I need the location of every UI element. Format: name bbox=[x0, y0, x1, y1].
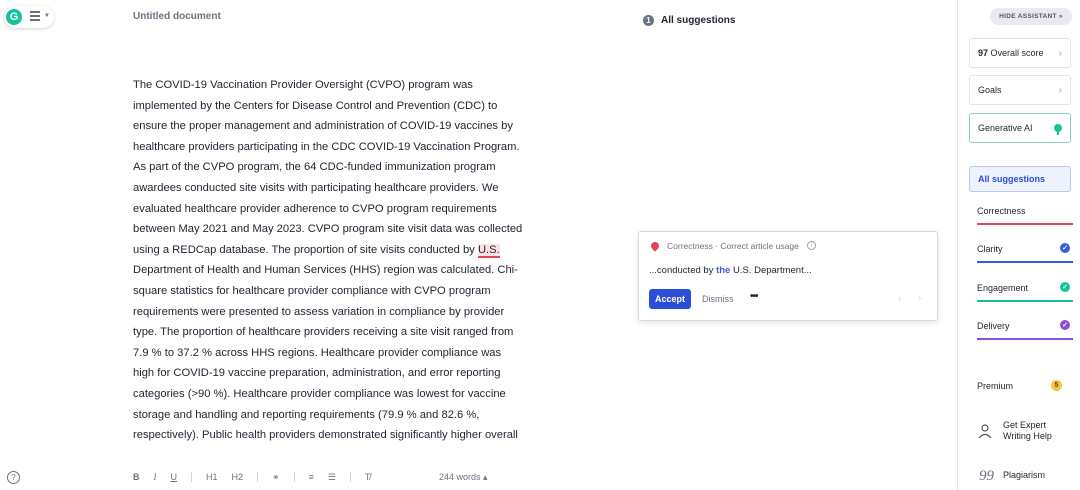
generative-ai-label: Generative AI bbox=[978, 123, 1033, 133]
all-suggestions-label: All suggestions bbox=[978, 174, 1046, 184]
category-label: Correctness bbox=[977, 206, 1026, 216]
suggestion-preview bbox=[649, 265, 812, 276]
lightbulb-icon bbox=[1054, 124, 1062, 132]
suggestion-count-badge: 1 bbox=[643, 15, 654, 26]
chevron-right-icon: › bbox=[1058, 47, 1062, 59]
info-icon[interactable]: i bbox=[807, 241, 816, 250]
toolbar-divider bbox=[191, 472, 192, 482]
highlighted-issue[interactable]: U.S. bbox=[477, 243, 500, 256]
category-clarity[interactable] bbox=[977, 241, 1073, 263]
overall-score-button[interactable] bbox=[969, 38, 1071, 68]
quote-icon: 99 bbox=[979, 468, 994, 484]
toolbar-divider bbox=[294, 472, 295, 482]
generative-ai-button[interactable] bbox=[969, 113, 1071, 143]
goals-label: Goals bbox=[978, 85, 1002, 95]
document-text-after: Department of Health and Human Services (HHS) region was calculated. Chi-square statistics for healthcare provider compliance with CVPO program requirements were presented to assess variation in compliance by provider type. The proportion of healthcare providers receiving a site visit ranged from 7.9 % to 37.2 % across HHS regions. Healthcare provider compliance was high for COVID-19 vaccine preparation, administration, and error reporting categories (>90 %). Healthcare provider compliance was lowest for vaccine storage and handling and reporting requirements (79.9 % and 82.6 %, respectively). Public health providers demonstrated significantly higher overall bbox=[133, 264, 518, 442]
preview-insertion: the bbox=[716, 265, 731, 276]
expert-label-line2: Writing Help bbox=[1003, 431, 1052, 441]
hide-assistant-button[interactable]: HIDE ASSISTANT » bbox=[990, 8, 1072, 25]
category-bar bbox=[977, 223, 1073, 225]
dismiss-button[interactable]: Dismiss bbox=[702, 294, 734, 304]
underline-button[interactable]: U bbox=[170, 472, 177, 482]
document-body[interactable] bbox=[133, 75, 523, 446]
document-text-before: The COVID-19 Vaccination Provider Oversight (CVPO) program was implemented by the Centers for Disease Control and Prevention (CDC) to ensure the proper management and administration of COVID-19 vaccines by healthcare providers participating in the CDC COVID-19 Vaccination Program. As part of the CVPO program, the 64 CDC-funded immunization program awardees conducted site visits with participating healthcare providers. We evaluated healthcare provider adherence to CVPO program requirements between May 2021 and May 2023. CVPO program site visit data was collected using a REDCap database. The proportion of site visits conducted by bbox=[133, 79, 523, 256]
category-engagement[interactable] bbox=[977, 280, 1073, 302]
category-bar bbox=[977, 300, 1073, 302]
overall-score-label: Overall score bbox=[990, 48, 1044, 58]
accept-button[interactable]: Accept bbox=[649, 289, 691, 309]
clear-format-icon[interactable]: T̸ bbox=[364, 472, 371, 482]
previous-suggestion-icon[interactable]: ‹ bbox=[898, 293, 902, 304]
bullet-list-icon[interactable]: ☰ bbox=[327, 471, 336, 482]
heading1-button[interactable]: H1 bbox=[206, 472, 218, 482]
menu-caret-icon[interactable]: ▼ bbox=[44, 13, 50, 19]
category-delivery[interactable] bbox=[977, 318, 1073, 340]
more-options-icon[interactable]: ••• bbox=[750, 291, 758, 302]
all-suggestions-tab[interactable] bbox=[969, 166, 1071, 192]
toolbar-divider bbox=[257, 472, 258, 482]
grammarly-logo-icon[interactable]: G bbox=[6, 9, 22, 25]
word-count[interactable]: 244 words ▴ bbox=[439, 472, 488, 482]
preview-before: ...conducted by bbox=[649, 265, 717, 276]
expert-label-line1: Get Expert bbox=[1003, 420, 1047, 430]
overall-score-value: 97 bbox=[978, 48, 989, 58]
check-icon: ✓ bbox=[1060, 243, 1070, 253]
italic-button[interactable]: I bbox=[153, 472, 157, 482]
goals-button[interactable] bbox=[969, 75, 1071, 105]
ordered-list-icon[interactable]: ≡ bbox=[308, 472, 314, 482]
chevron-right-icon: › bbox=[1058, 84, 1062, 96]
formatting-toolbar bbox=[133, 470, 384, 484]
get-expert-help-button[interactable] bbox=[1003, 420, 1052, 442]
check-icon: ✓ bbox=[1060, 282, 1070, 292]
plagiarism-button[interactable]: Plagiarism bbox=[1003, 470, 1046, 480]
premium-label[interactable]: Premium bbox=[977, 381, 1014, 391]
premium-count-badge: 5 bbox=[1051, 380, 1062, 391]
check-icon: ✓ bbox=[1060, 320, 1070, 330]
category-bar bbox=[977, 338, 1073, 340]
next-suggestion-icon[interactable]: › bbox=[918, 293, 922, 304]
suggestion-card[interactable] bbox=[638, 231, 938, 321]
category-correctness[interactable] bbox=[977, 203, 1073, 225]
bold-button[interactable]: B bbox=[133, 472, 140, 482]
menu-icon[interactable] bbox=[30, 11, 42, 21]
category-label: Engagement bbox=[977, 283, 1029, 293]
link-icon[interactable]: ⚭ bbox=[272, 471, 280, 482]
correctness-icon bbox=[649, 240, 660, 251]
category-label: Delivery bbox=[977, 321, 1010, 331]
assistant-sidebar bbox=[957, 0, 1080, 490]
heading2-button[interactable]: H2 bbox=[231, 472, 244, 482]
toolbar-divider bbox=[350, 472, 351, 482]
suggestion-category: Correctness · Correct article usage bbox=[667, 241, 799, 251]
category-bar bbox=[977, 261, 1073, 263]
all-suggestions-header: All suggestions bbox=[661, 15, 736, 26]
category-label: Clarity bbox=[977, 244, 1003, 254]
document-title[interactable]: Untitled document bbox=[133, 11, 221, 22]
help-icon[interactable]: ? bbox=[7, 471, 20, 484]
preview-after: U.S. Department... bbox=[730, 265, 812, 276]
expert-person-icon bbox=[977, 423, 993, 439]
